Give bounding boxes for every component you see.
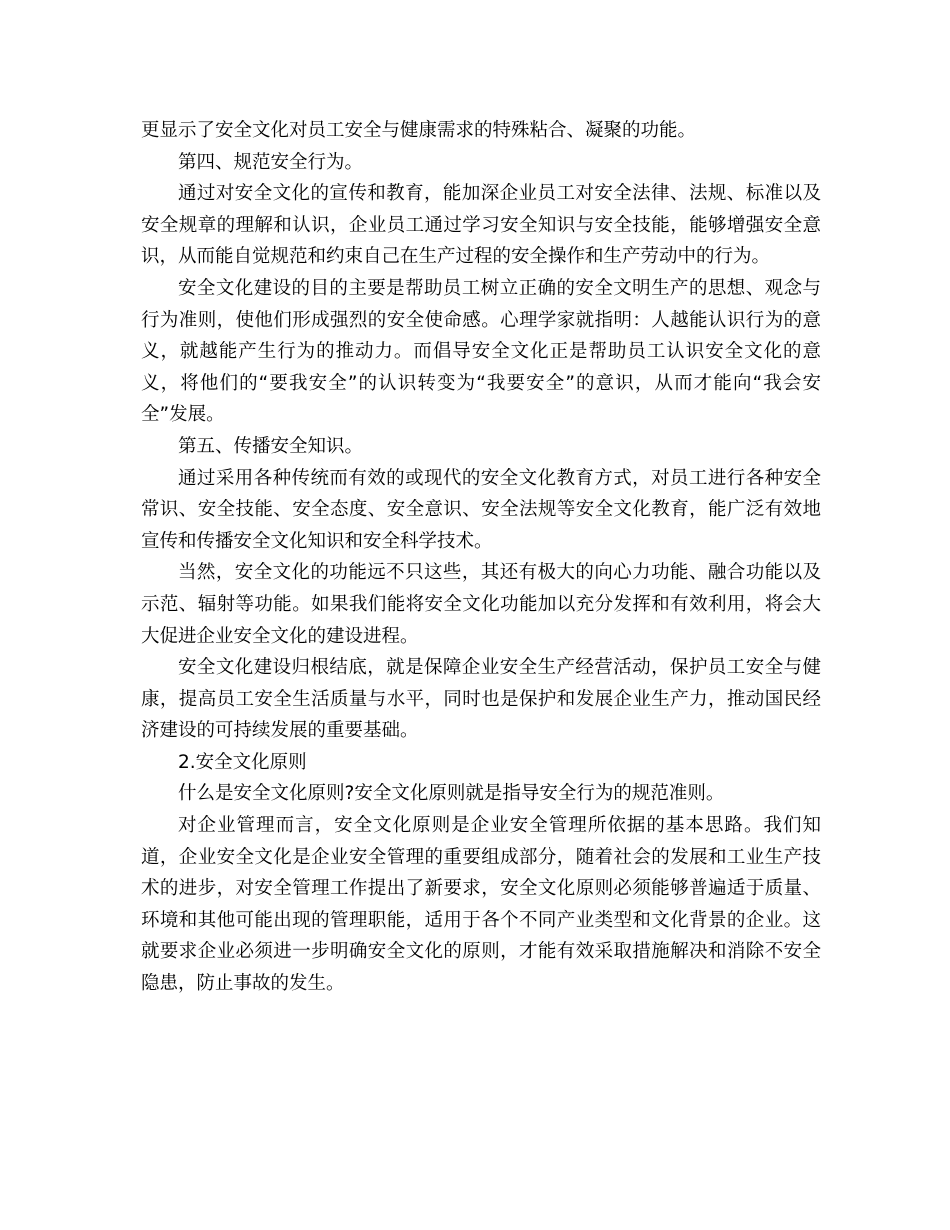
document-body xyxy=(141,115,821,1000)
section-heading-principles: 2.安全文化原则 xyxy=(178,751,307,773)
section-heading-fourth: 第四、规范安全行为。 xyxy=(178,151,364,173)
paragraph: 通过对安全文化的宣传和教育，能加深企业员工对安全法律、法规、标准以及安全规章的理解和认识，企业员工通过学习安全知识与安全技能，能够增强安全意识，从而能自觉规范和约束自己在生产过程的安全操作和生产劳动中的行为。 xyxy=(141,183,821,268)
paragraph: 对企业管理而言，安全文化原则是企业安全管理所依据的基本思路。我们知道，企业安全文化是企业安全管理的重要组成部分，随着社会的发展和工业生产技术的进步，对安全管理工作提出了新要求，安全文化原则必须能够普遍适于质量、环境和其他可能出现的管理职能，适用于各个不同产业类型和文化背景的企业。这就要求企业必须进一步明确安全文化的原则，才能有效采取措施解决和消除不安全隐患，防止事故的发生。 xyxy=(141,815,821,995)
paragraph: 安全文化建设的目的主要是帮助员工树立正确的安全文明生产的思想、观念与行为准则，使他们形成强烈的安全使命感。心理学家就指明：人越能认识行为的意义，就越能产生行为的推动力。而倡导安全文化正是帮助员工认识安全文化的意义，将他们的“要我安全”的认识转变为“我要安全”的意识，从而才能向“我会安全”发展。 xyxy=(141,277,821,426)
section-heading-fifth: 第五、传播安全知识。 xyxy=(178,435,364,457)
paragraph: 安全文化建设归根结底，就是保障企业安全生产经营活动，保护员工安全与健康，提高员工安全生活质量与水平，同时也是保护和发展企业生产力，推动国民经济建设的可持续发展的重要基础。 xyxy=(141,657,821,742)
paragraph: 当然，安全文化的功能远不只这些，其还有极大的向心力功能、融合功能以及示范、辐射等功能。如果我们能将安全文化功能加以充分发挥和有效利用，将会大大促进企业安全文化的建设进程。 xyxy=(141,562,821,647)
paragraph-continuation: 更显示了安全文化对员工安全与健康需求的特殊粘合、凝聚的功能。 xyxy=(141,120,697,141)
paragraph: 什么是安全文化原则?安全文化原则就是指导安全行为的规范准则。 xyxy=(178,783,725,805)
paragraph: 通过采用各种传统而有效的或现代的安全文化教育方式，对员工进行各种安全常识、安全技能、安全态度、安全意识、安全法规等安全文化教育，能广泛有效地宣传和传播安全文化知识和安全科学技术。 xyxy=(141,467,821,552)
